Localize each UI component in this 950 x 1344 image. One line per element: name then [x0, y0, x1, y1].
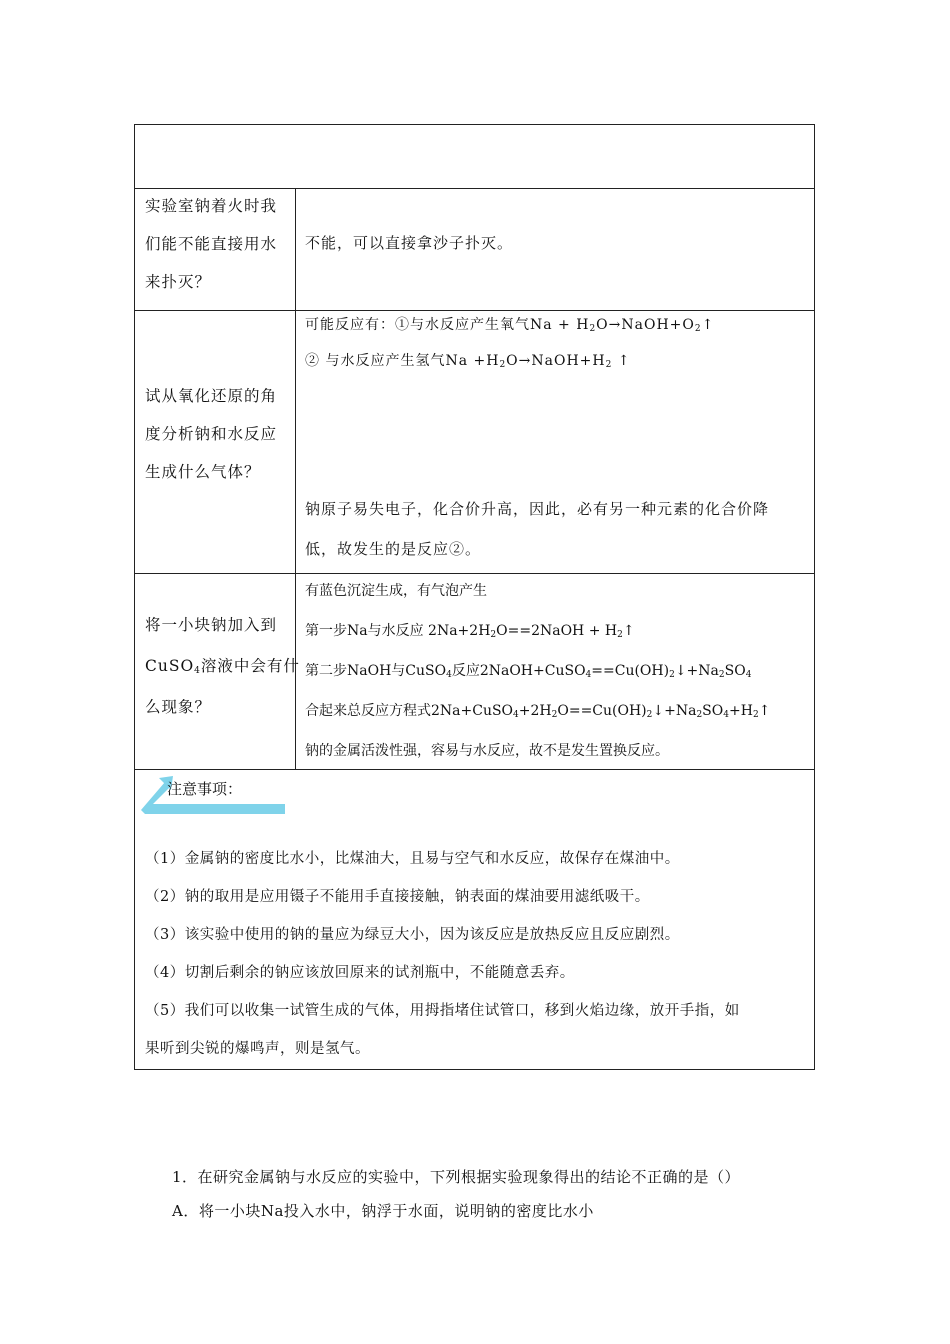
column-divider	[295, 188, 296, 769]
question-line: 么现象？	[145, 698, 212, 716]
notes-header	[145, 770, 305, 820]
conclusion-line: 低，故发生的是反应②。	[305, 540, 482, 558]
notes-list	[145, 840, 810, 1068]
question-cell-redox: 试从氧化还原的角度分析钠和水反应生成什么气体？	[145, 387, 278, 481]
note-item: 果听到尖锐的爆鸣声，则是氢气。	[145, 1041, 370, 1057]
note-item: （4）切割后剩余的钠应该放回原来的试剂瓶中，不能随意丢弃。	[145, 965, 575, 981]
reaction-oxygen: 可能反应有：①与水反应产生氧气$Na + H_2O\to NaOH+O_2↑$	[305, 317, 715, 334]
observation-line: 有蓝色沉淀生成，有气泡产生	[305, 583, 487, 599]
note-item: （1）金属钠的密度比水小，比煤油大，且易与空气和水反应，故保存在煤油中。	[145, 851, 680, 867]
equation-step1: 第一步Na与水反应 $2Na+2H_2O==2NaOH$ + $H_2↑$	[305, 623, 635, 640]
note-item: （3）该实验中使用的钠的量应为绿豆大小，因为该反应是放热反应且反应剧烈。	[145, 927, 680, 943]
equation-step2: 第二步NaOH与CuSO$_4$反应$2NaOH+CuSO_4==Cu(OH)_2↓+Na_2SO_4$	[305, 663, 752, 680]
answer-text: 不能，可以直接拿沙子扑灭。	[305, 234, 514, 252]
conclusion-line: 钠原子易失电子，化合价升高，因此，必有另一种元素的化合价降	[305, 500, 770, 518]
answer-cell-redox	[305, 307, 810, 379]
question-line: CuSO$_4$溶液中会有什	[145, 657, 300, 676]
notes-title: 注意事项：	[167, 780, 243, 798]
answer-cell-cuso4	[305, 571, 810, 771]
equation-total: 合起来总反应方程式$2Na+CuSO_4+2H_2O==Cu(OH)_2↓+Na_2SO_4+H_2↑$	[305, 703, 771, 720]
answer-cell-redox-conclusion	[305, 489, 810, 569]
question-cell-fire: 实验室钠着火时我们能不能直接用水来扑灭？	[145, 197, 278, 291]
note-item: （2）钠的取用是应用镊子不能用手直接接触，钠表面的煤油要用滤纸吸干。	[145, 889, 650, 905]
content-table	[134, 124, 815, 1070]
answer-cell-fire	[305, 225, 810, 261]
explanation-line: 钠的金属活泼性强，容易与水反应，故不是发生置换反应。	[305, 743, 669, 759]
reaction-hydrogen: ② 与水反应产生氢气$Na +H_2O\to NaOH+H_2$ ↑	[305, 353, 631, 370]
question-stem: 1．在研究金属钠与水反应的实验中，下列根据实验现象得出的结论不正确的是（）	[172, 1168, 741, 1186]
question-cell-cuso4	[145, 605, 300, 728]
question-line: 将一小块钠加入到	[145, 616, 278, 634]
note-item: （5）我们可以收集一试管生成的气体，用拇指堵住试管口，移到火焰边缘，放开手指，如	[145, 1003, 740, 1019]
question-option-a: A．将一小块Na投入水中，钠浮于水面，说明钠的密度比水小	[172, 1202, 594, 1220]
